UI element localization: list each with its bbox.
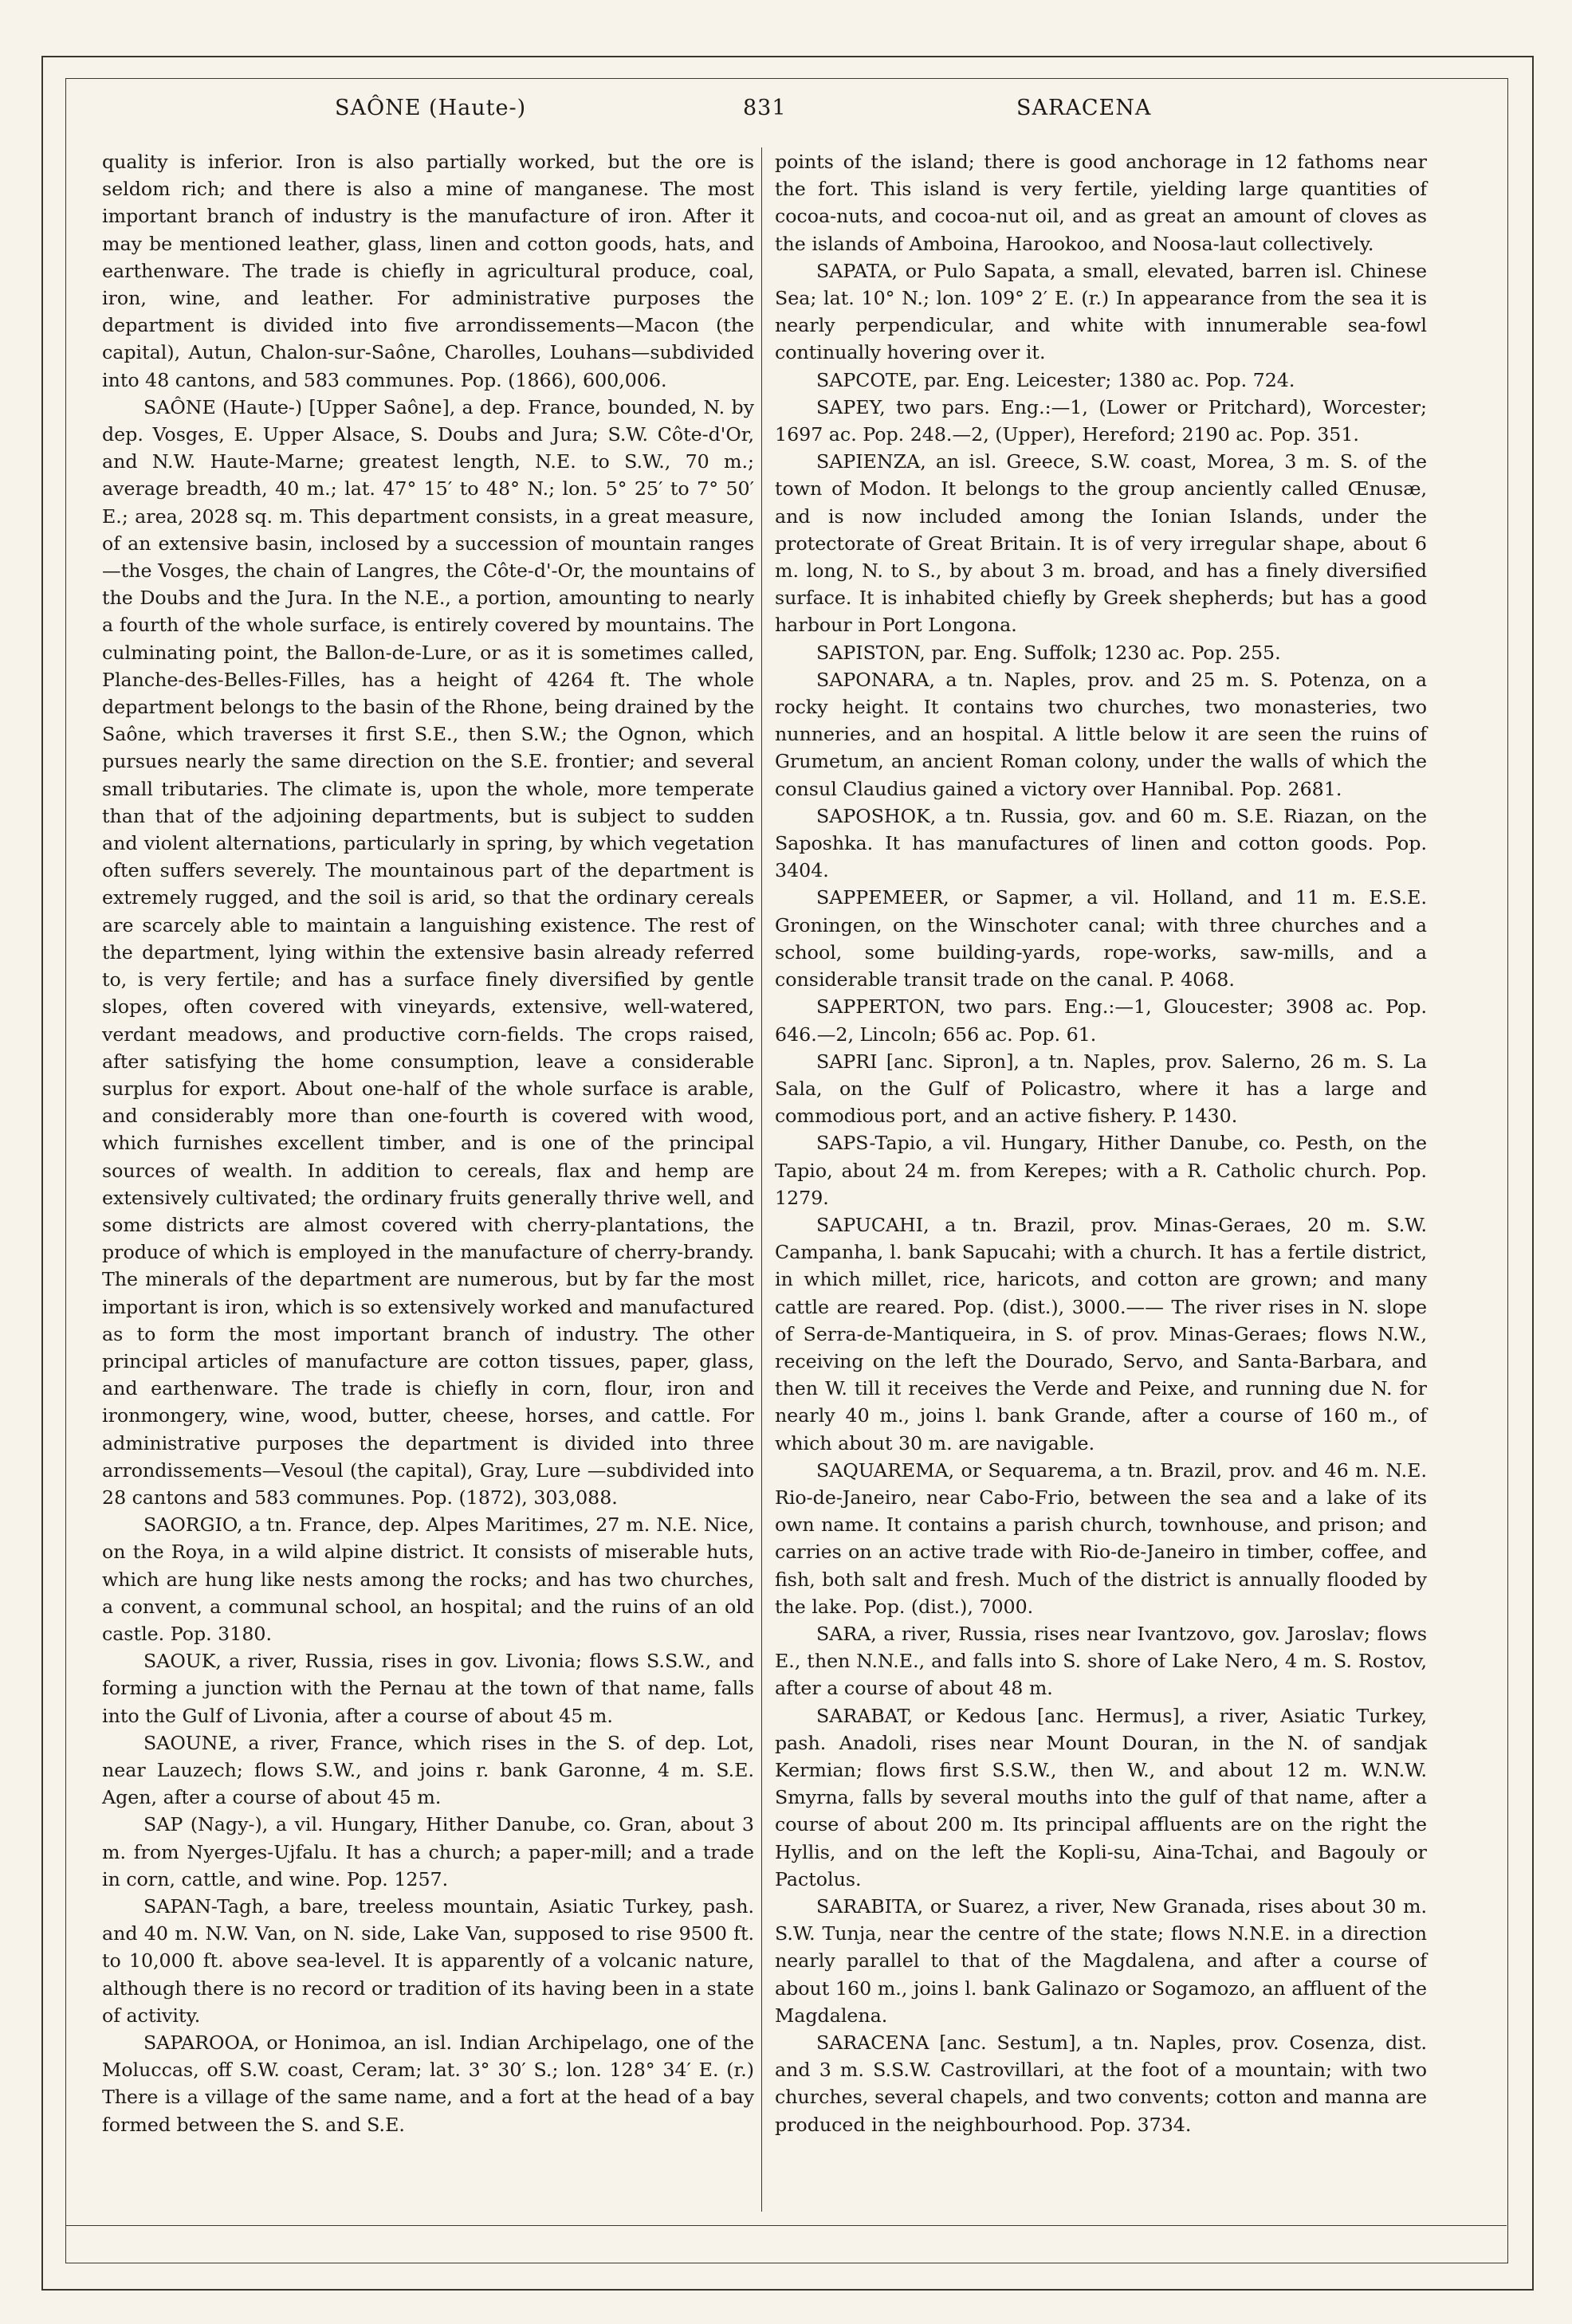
column-divider [761,147,762,2212]
entry: SAP (Nagy-), a vil. Hungary, Hither Danube, co. Gran, about 3 m. from Nyerges-Ujfalu. It has a church; a paper-mill; and a trade in corn, cattle, and wine. Pop. 1257. [102,1813,754,1890]
page-number: 831 [743,96,787,120]
entry: SAOUK, a river, Russia, rises in gov. Livonia; flows S.S.W., and forming a junction with the Pernau at the town of that name, falls into the Gulf of Livonia, after a course of about 45 m. [102,1650,754,1727]
entry: SAPRI [anc. Sipron], a tn. Naples, prov. Salerno, 26 m. S. La Sala, on the Gulf of Policastro, where it has a large and commodious port, and an active fishery. P. 1430. [775,1050,1427,1128]
entry: SARA, a river, Russia, rises near Ivantzovo, gov. Jaroslav; flows E., then N.N.E., and falls into S. shore of Lake Nero, 4 m. S. Rostov, after a course of about 48 m. [775,1622,1427,1700]
entry: SARABAT, or Kedous [anc. Hermus], a river, Asiatic Turkey, pash. Anadoli, rises near Mount Douran, in the N. of sandjak Kermian; flows first S.S.W., then W., and about 12 m. W.N.W. Smyrna, falls by several mouths into the gulf of that name, after a course of about 200 m. Its principal affluents are on the right the Hyllis, and on the left the Kopli-su, Aina-Tchai, and Bagouly or Pactolus. [775,1704,1427,1890]
entry: SAPUCAHI, a tn. Brazil, prov. Minas-Geraes, 20 m. S.W. Campanha, l. bank Sapucahi; with a church. It has a fertile district, in which millet, rice, haricots, and cotton are grown; and many cattle are reared. Pop. (dist.), 3000.—— The river rises in N. slope of Serra-de-Mantiqueira, in S. of prov. Minas-Geraes; flows N.W., receiving on the left the Dourado, Servo, and Santa-Barbara, and then W. till it receives the Verde and Peixe, and running due N. for nearly 40 m., joins l. bank Grande, after a course of 160 m., of which about 30 m. are navigable. [775,1213,1427,1454]
entry: SAÔNE (Haute-) [Upper Saône], a dep. France, bounded, N. by dep. Vosges, E. Upper Alsace, S. Doubs and Jura; S.W. Côte-d'Or, and N.W. Haute-Marne; greatest length, N.E. to S.W., 70 m.; average breadth, 40 m.; lat. 47° 15′ to 48° N.; lon. 5° 25′ to 7° 50′ E.; area, 2028 sq. m. This department consists, in a great measure, of an extensive basin, inclosed by a succession of mountain ranges—the Vosges, the chain of Langres, the Côte-d'-Or, the mountains of the Doubs and the Jura. In the N.E., a portion, amounting to nearly a fourth of the whole surface, is entirely covered by mountains. The culminating point, the Ballon-de-Lure, or as it is sometimes called, Planche-des-Belles-Filles, has a height of 4264 ft. The whole department belongs to the basin of the Rhone, being drained by the Saône, which traverses it first S.E., then S.W.; the Ognon, which pursues nearly the same direction on the S.E. frontier; and several small tributaries. The climate is, upon the whole, more temperate than that of the adjoining departments, but is subject to sudden and violent alternations, particularly in spring, by which vegetation often suffers severely. The mountainous part of the department is extremely rugged, and the soil is arid, so that the ordinary cereals are scarcely able to maintain a languishing existence. The rest of the department, lying within the extensive basin already referred to, is very fertile; and has a surface finely diversified by gentle slopes, often covered with vineyards, extensive, well-watered, verdant meadows, and productive corn-fields. The crops raised, after satisfying the home consumption, leave a considerable surplus for export. About one-half of the whole surface is arable, and considerably more than one-fourth is covered with wood, which furnishes excellent timber, and is one of the principal sources of wealth. In addition to cereals, flax and hemp are extensively cultivated; the ordinary fruits generally thrive well, and some districts are almost covered with cherry-plantations, the produce of which is employed in the manufacture of cherry-brandy. The minerals of the department are numerous, but by far the most important is iron, which is so extensively worked and manufactured as to form the most important branch of industry. The other principal articles of manufacture are cotton tissues, paper, glass, and earthenware. The trade is chiefly in corn, flour, iron and ironmongery, wine, wood, butter, cheese, horses, and cattle. For administrative purposes the department is divided into three arrondissements—Vesoul (the capital), Gray, Lure —subdivided into 28 cantons and 583 communes. Pop. (1872), 303,088. [102,395,754,1509]
right-column [775,148,1427,2138]
header-left-title: SAÔNE (Haute-) [335,96,527,120]
entry: SAQUAREMA, or Sequarema, a tn. Brazil, prov. and 46 m. N.E. Rio-de-Janeiro, near Cabo-Frio, between the sea and a lake of its own name. It contains a parish church, townhouse, and prison; and carries on an active trade with Rio-de-Janeiro in timber, coffee, and fish, both salt and fresh. Much of the district is annually flooded by the lake. Pop. (dist.), 7000. [775,1458,1427,1618]
entry: SAPISTON, par. Eng. Suffolk; 1230 ac. Pop. 255. [816,641,1281,664]
bottom-rule [65,2225,1507,2226]
entry: quality is inferior. Iron is also partially worked, but the ore is seldom rich; and there is also a mine of manganese. The most important branch of industry is the manufacture of iron. After it may be mentioned leather, glass, linen and cotton goods, hats, and earthenware. The trade is chiefly in agricultural produce, coal, iron, wine, and leather. For administrative purposes the department is divided into five arrondissements—Macon (the capital), Autun, Chalon-sur-Saône, Charolles, Louhans—subdivided into 48 cantons, and 583 communes. Pop. (1866), 600,006. [102,151,754,391]
entry: points of the island; there is good anchorage in 12 fathoms near the fort. This island is very fertile, yielding large quantities of cocoa-nuts, and cocoa-nut oil, and as great an amount of cloves as the islands of Amboina, Harookoo, and Noosa-laut collectively. [775,151,1427,255]
entry: SAOUNE, a river, France, which rises in the S. of dep. Lot, near Lauzech; flows S.W., and joins r. bank Garonne, 4 m. S.E. Agen, after a course of about 45 m. [102,1731,754,1809]
entry: SAPAN-Tagh, a bare, treeless mountain, Asiatic Turkey, pash. and 40 m. N.W. Van, on N. side, Lake Van, supposed to rise 9500 ft. to 10,000 ft. above sea-level. It is apparently of a volcanic nature, although there is no record or tradition of its having been in a state of activity. [102,1895,754,2027]
entry: SAORGIO, a tn. France, dep. Alpes Maritimes, 27 m. N.E. Nice, on the Roya, in a wild alpine district. It consists of miserable huts, which are hung like nests among the rocks; and has two churches, a convent, a communal school, an hospital; and the ruins of an old castle. Pop. 3180. [102,1513,754,1645]
entry: SAPPERTON, two pars. Eng.:—1, Gloucester; 3908 ac. Pop. 646.—2, Lincoln; 656 ac. Pop. 61. [775,995,1427,1046]
entry: SAPPEMEER, or Sapmer, a vil. Holland, and 11 m. E.S.E. Groningen, on the Winschoter canal; with three churches and a school, some building-yards, rope-works, saw-mills, and a considerable transit trade on the canal. P. 4068. [775,886,1427,991]
entry: SAPAROOA, or Honimoa, an isl. Indian Archipelago, one of the Moluccas, off S.W. coast, Ceram; lat. 3° 30′ S.; lon. 128° 34′ E. (r.) There is a village of the same name, and a fort at the head of a bay formed between the S. and S.E. [102,2032,754,2136]
left-column [102,148,754,2138]
entry: SAPONARA, a tn. Naples, prov. and 25 m. S. Potenza, on a rocky height. It contains two churches, two monasteries, two nunneries, and an hospital. A little below it are seen the ruins of Grumetum, an ancient Roman colony, under the walls of which the consul Claudius gained a victory over Hannibal. Pop. 2681. [775,668,1427,800]
entry: SARACENA [anc. Sestum], a tn. Naples, prov. Cosenza, dist. and 3 m. S.S.W. Castrovillari, at the foot of a mountain; with two churches, several chapels, and two convents; cotton and manna are produced in the neighbourhood. Pop. 3734. [775,2032,1427,2136]
entry: SAPS-Tapio, a vil. Hungary, Hither Danube, co. Pesth, on the Tapio, about 24 m. from Kerepes; with a R. Catholic church. Pop. 1279. [775,1132,1427,1209]
entry: SAPOSHOK, a tn. Russia, gov. and 60 m. S.E. Riazan, on the Saposhka. It has manufactures of linen and cotton goods. Pop. 3404. [775,804,1427,882]
running-header [96,96,1483,128]
entry: SARABITA, or Suarez, a river, New Granada, rises about 30 m. S.W. Tunja, near the centre of the state; flows N.N.E. in a direction nearly parallel to that of the Magdalena, and after a course of about 160 m., joins l. bank Galinazo or Sogamozo, an affluent of the Magdalena. [775,1895,1427,2027]
entry: SAPCOTE, par. Eng. Leicester; 1380 ac. Pop. 724. [816,368,1295,391]
entry: SAPEY, two pars. Eng.:—1, (Lower or Pritchard), Worcester; 1697 ac. Pop. 248.—2, (Upper), Hereford; 2190 ac. Pop. 351. [775,395,1427,446]
header-right-title: SARACENA [1016,96,1152,120]
entry: SAPIENZA, an isl. Greece, S.W. coast, Morea, 3 m. S. of the town of Modon. It belongs to the group anciently called Œnusæ, and is now included among the Ionian Islands, under the protectorate of Great Britain. It is of very irregular shape, about 6 m. long, N. to S., by about 3 m. broad, and has a finely diversified surface. It is inhabited chiefly by Greek shepherds; but has a good harbour in Port Longona. [775,450,1427,637]
entry: SAPATA, or Pulo Sapata, a small, elevated, barren isl. Chinese Sea; lat. 10° N.; lon. 109° 2′ E. (r.) In appearance from the sea it is nearly perpendicular, and white with innumerable sea-fowl continually hovering over it. [775,259,1427,364]
